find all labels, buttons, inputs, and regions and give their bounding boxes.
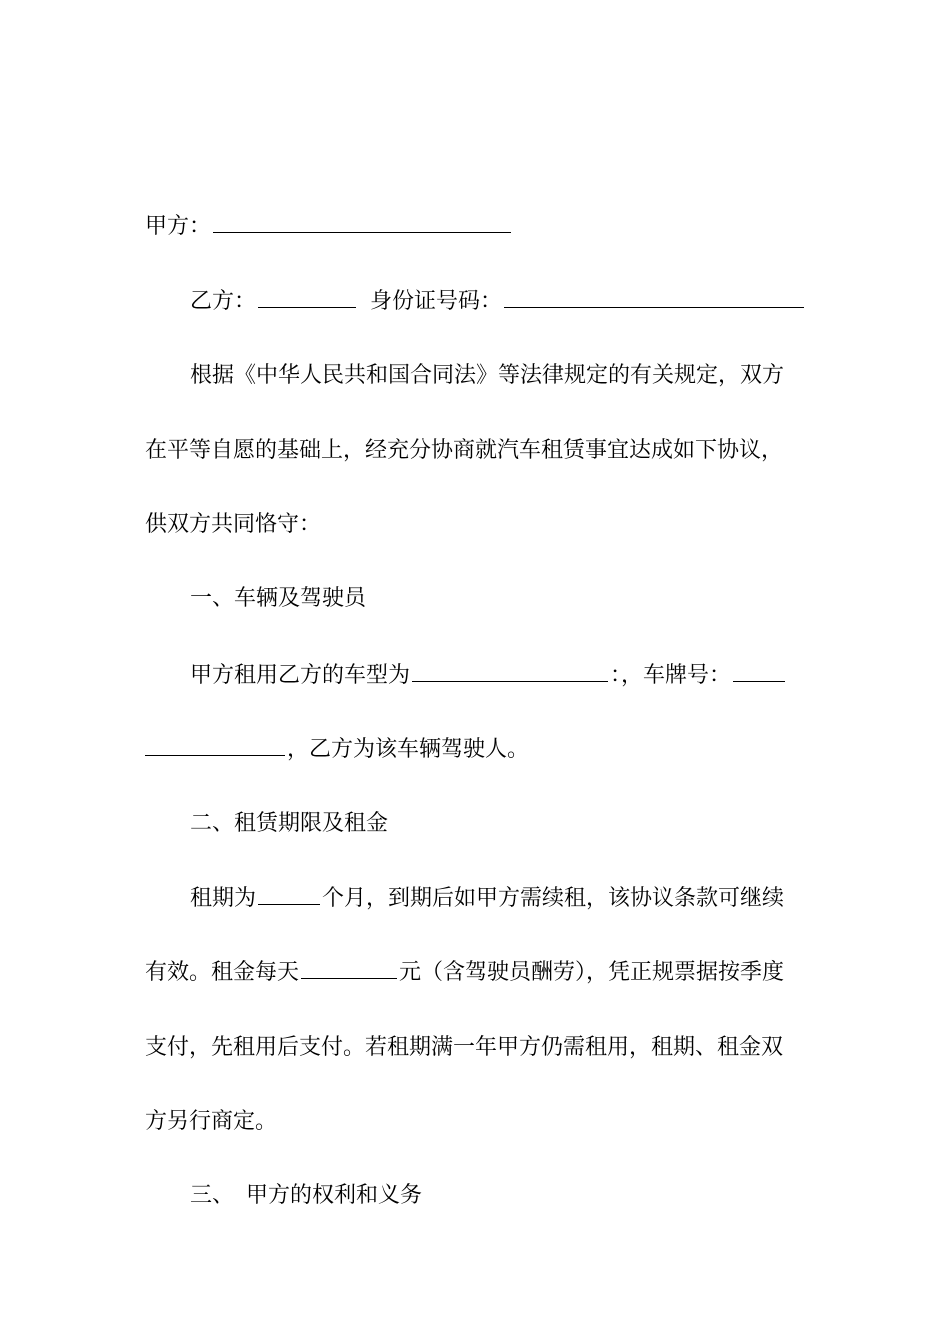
party-b-line <box>190 287 805 317</box>
section2-heading: 二、租赁期限及租金 <box>190 811 389 836</box>
plate-blank-end[interactable] <box>145 754 285 756</box>
party-a-blank[interactable] <box>213 231 511 233</box>
section1-line-2 <box>145 735 805 765</box>
driver-text: ，乙方为该车辆驾驶人。 <box>287 737 530 762</box>
intro-line-3: 供双方共同恪守： <box>145 512 322 537</box>
section3-number: 三、 <box>190 1183 235 1208</box>
section2-line-1 <box>190 884 805 914</box>
id-label: 身份证号码： <box>370 289 503 314</box>
term-months-blank[interactable] <box>258 903 320 905</box>
rent-label: 有效。租金每天 <box>145 960 300 985</box>
rent-text: 元（含驾驶员酬劳），凭正规票据按季度 <box>399 960 785 985</box>
section2-line-4: 方另行商定。 <box>145 1109 278 1134</box>
section1-line-1 <box>190 661 805 691</box>
plate-blank-start[interactable] <box>733 680 785 682</box>
vehicle-model-blank[interactable] <box>412 680 608 682</box>
plate-label: ：，车牌号： <box>610 663 732 688</box>
section3-heading <box>190 1181 805 1211</box>
party-b-label: 乙方： <box>190 289 257 314</box>
intro-line-2: 在平等自愿的基础上，经充分协商就汽车租赁事宜达成如下协议， <box>145 438 784 463</box>
party-a-line <box>145 212 805 242</box>
section3-title: 甲方的权利和义务 <box>246 1183 423 1208</box>
section1-heading: 一、车辆及驾驶员 <box>190 586 367 611</box>
term-label: 租期为 <box>190 886 257 911</box>
party-a-label: 甲方： <box>145 214 212 239</box>
vehicle-model-label: 甲方租用乙方的车型为 <box>190 663 411 688</box>
section2-line-3: 支付，先租用后支付。若租期满一年甲方仍需租用，租期、租金双 <box>145 1035 784 1060</box>
section2-line-2 <box>145 958 805 988</box>
term-text: 个月，到期后如甲方需续租，该协议条款可继续 <box>322 886 785 911</box>
id-number-blank[interactable] <box>504 306 804 308</box>
intro-line-1: 根据《中华人民共和国合同法》等法律规定的有关规定，双方 <box>190 363 785 388</box>
daily-rent-blank[interactable] <box>301 977 397 979</box>
party-b-blank[interactable] <box>258 306 356 308</box>
